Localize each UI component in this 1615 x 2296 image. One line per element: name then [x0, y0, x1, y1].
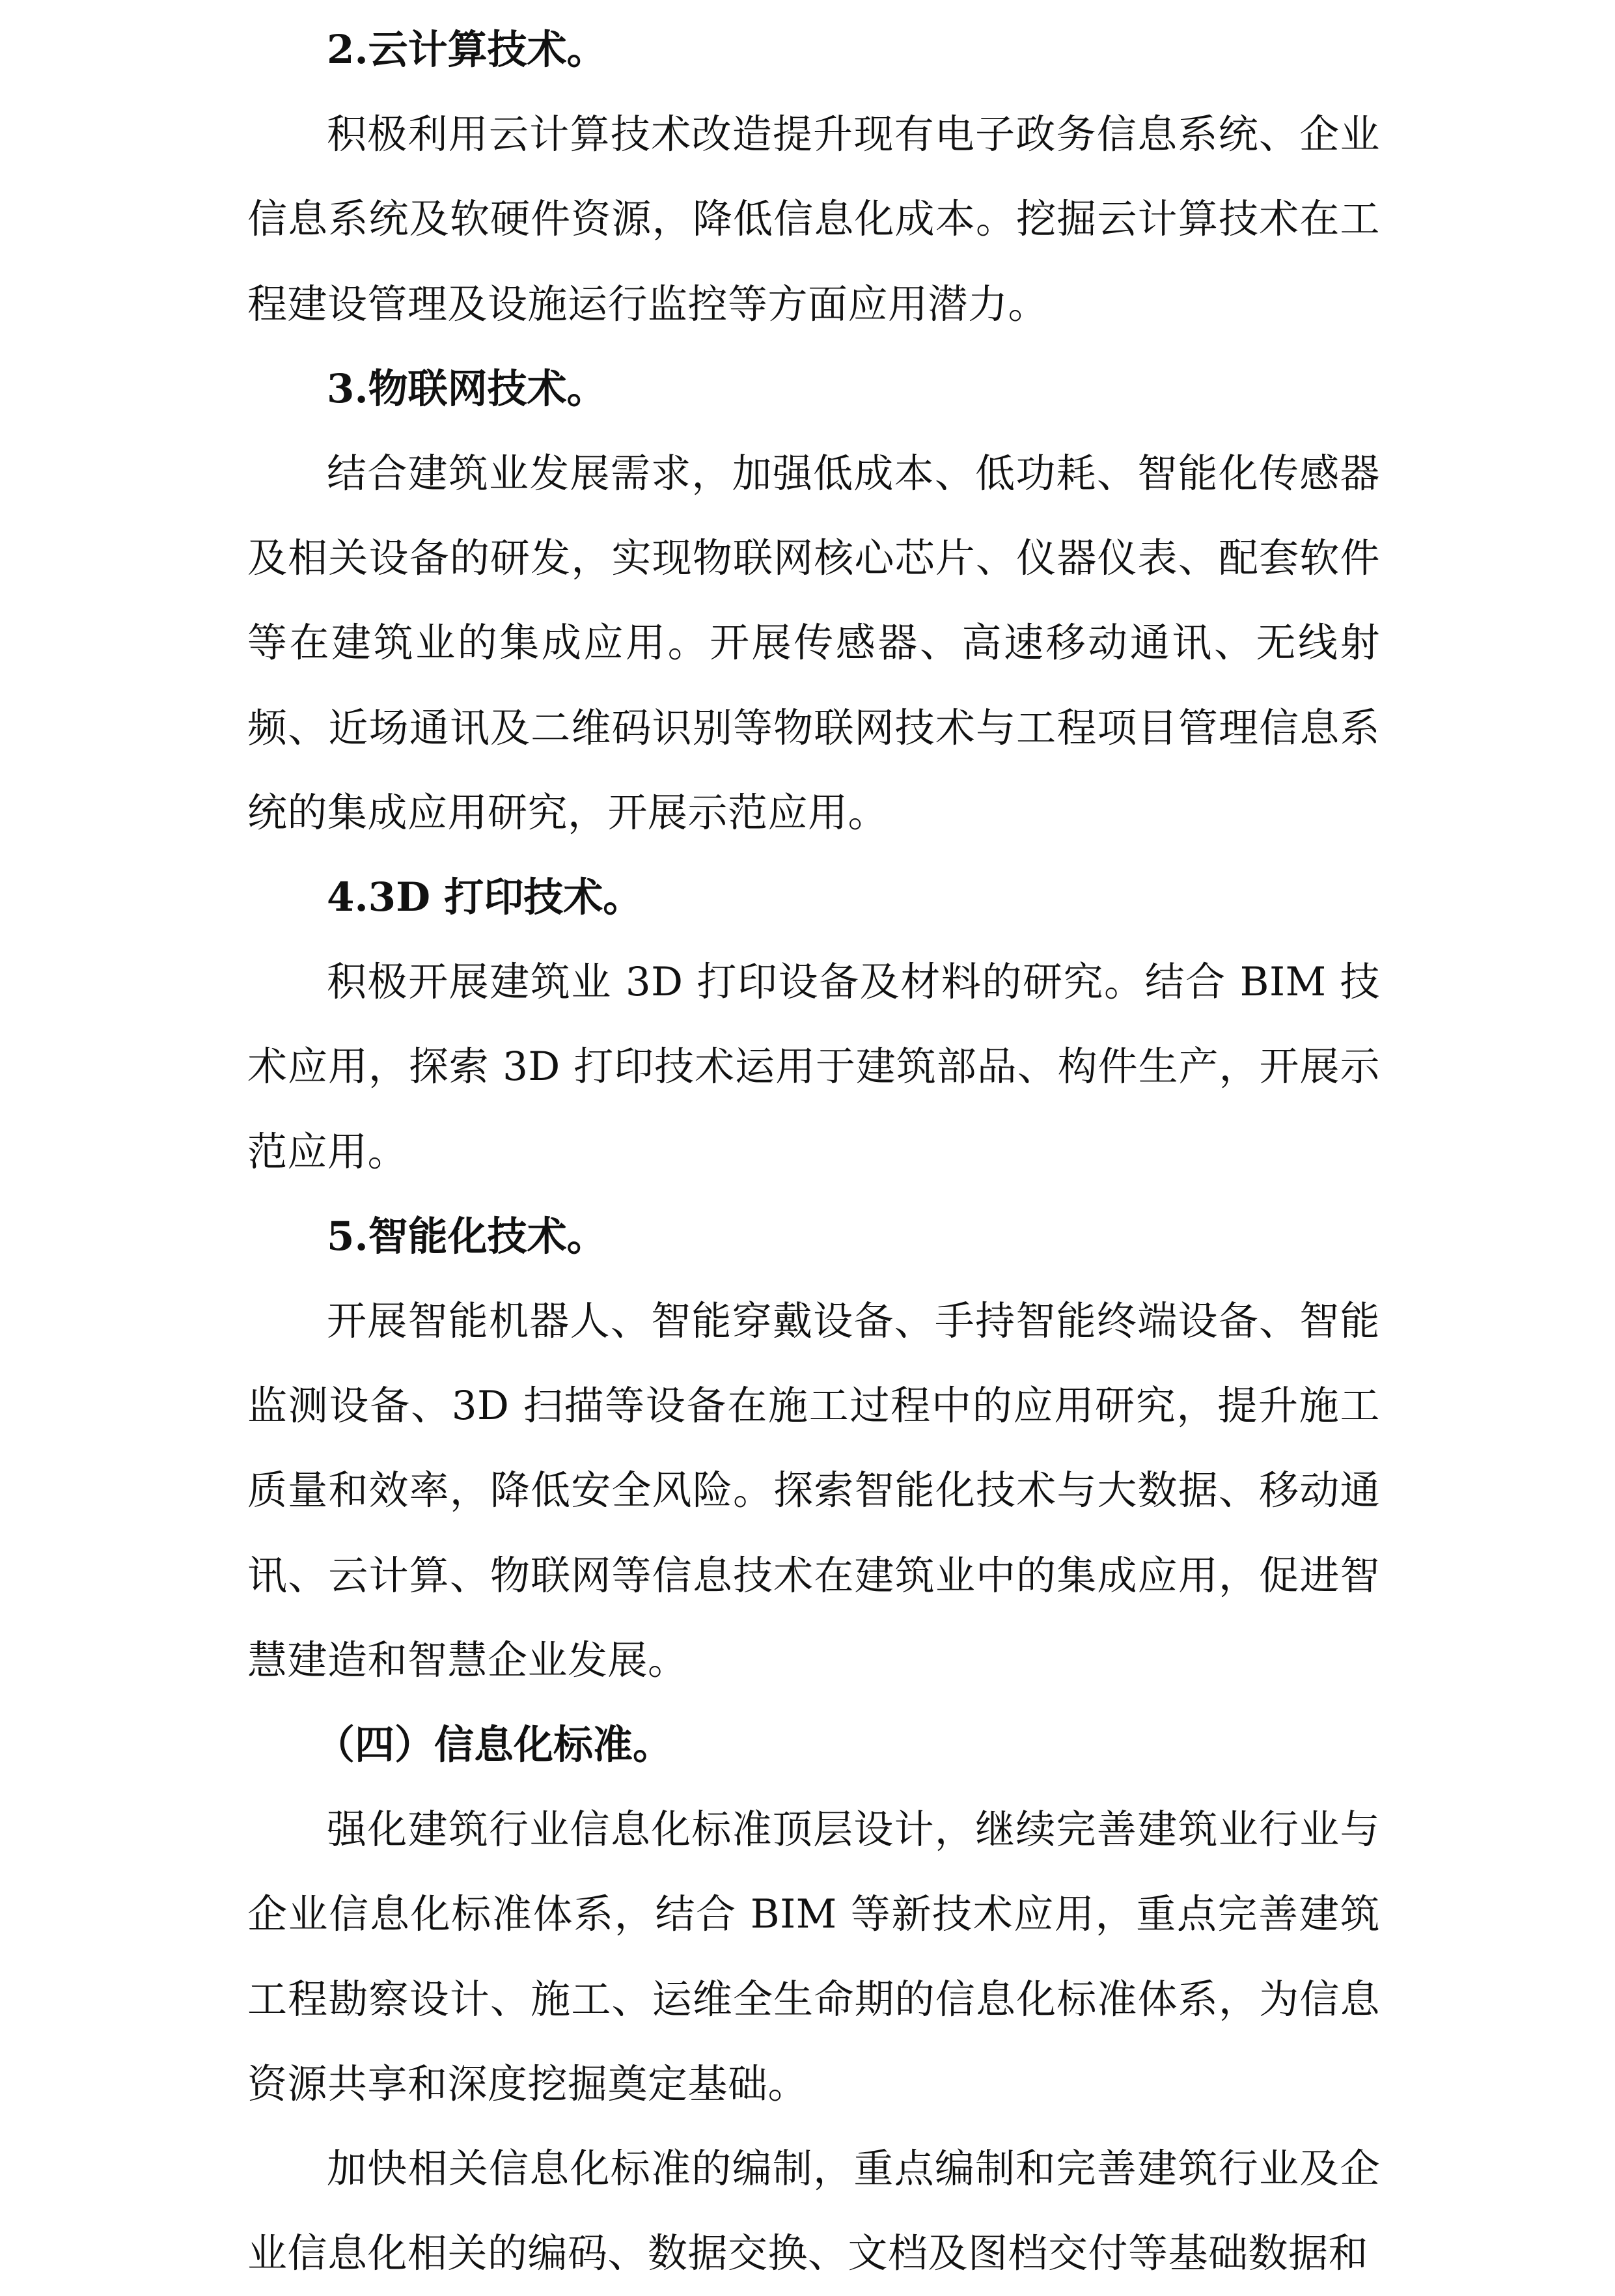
- document-body: [247, 8, 1380, 2296]
- section-heading-iot: 3.物联网技术。: [327, 365, 607, 412]
- section-heading-3d-printing: 4.3D 打印技术。: [327, 874, 643, 921]
- paragraph-standards-top-level-design: 强化建筑行业信息化标准顶层设计，继续完善建筑业行业与企业信息化标准体系，结合 BIM 等新技术应用，重点完善建筑工程勘察设计、施工、运维全生命期的信息化标准体系，为信息资源共享和深度挖掘奠定基础。: [247, 1806, 1380, 2107]
- paragraph-standards-compilation: 加快相关信息化标准的编制，重点编制和完善建筑行业及企业信息化相关的编码、数据交换、文档及图档交付等基础数据和: [247, 2146, 1380, 2277]
- paragraph-3d-printing: 积极开展建筑业 3D 打印设备及材料的研究。结合 BIM 技术应用，探索 3D 打印技术运用于建筑部品、构件生产，开展示范应用。: [247, 959, 1380, 1175]
- paragraph-intelligent-tech: 开展智能机器人、智能穿戴设备、手持智能终端设备、智能监测设备、3D 扫描等设备在施工过程中的应用研究，提升施工质量和效率，降低安全风险。探索智能化技术与大数据、移动通讯、云计算、物联网等信息技术在建筑业中的集成应用，促进智慧建造和智慧企业发展。: [247, 1298, 1380, 1683]
- section-heading-intelligent-tech: 5.智能化技术。: [327, 1213, 607, 1260]
- paragraph-iot: 结合建筑业发展需求，加强低成本、低功耗、智能化传感器及相关设备的研发，实现物联网核心芯片、仪器仪表、配套软件等在建筑业的集成应用。开展传感器、高速移动通讯、无线射频、近场通讯及二维码识别等物联网技术与工程项目管理信息系统的集成应用研究，开展示范应用。: [247, 450, 1380, 836]
- section-heading-cloud-computing: 2.云计算技术。: [327, 27, 607, 73]
- paragraph-cloud-computing: 积极利用云计算技术改造提升现有电子政务信息系统、企业信息系统及软硬件资源，降低信息化成本。挖掘云计算技术在工程建设管理及设施运行监控等方面应用潜力。: [247, 111, 1380, 327]
- section-heading-information-standards: （四）信息化标准。: [315, 1722, 673, 1769]
